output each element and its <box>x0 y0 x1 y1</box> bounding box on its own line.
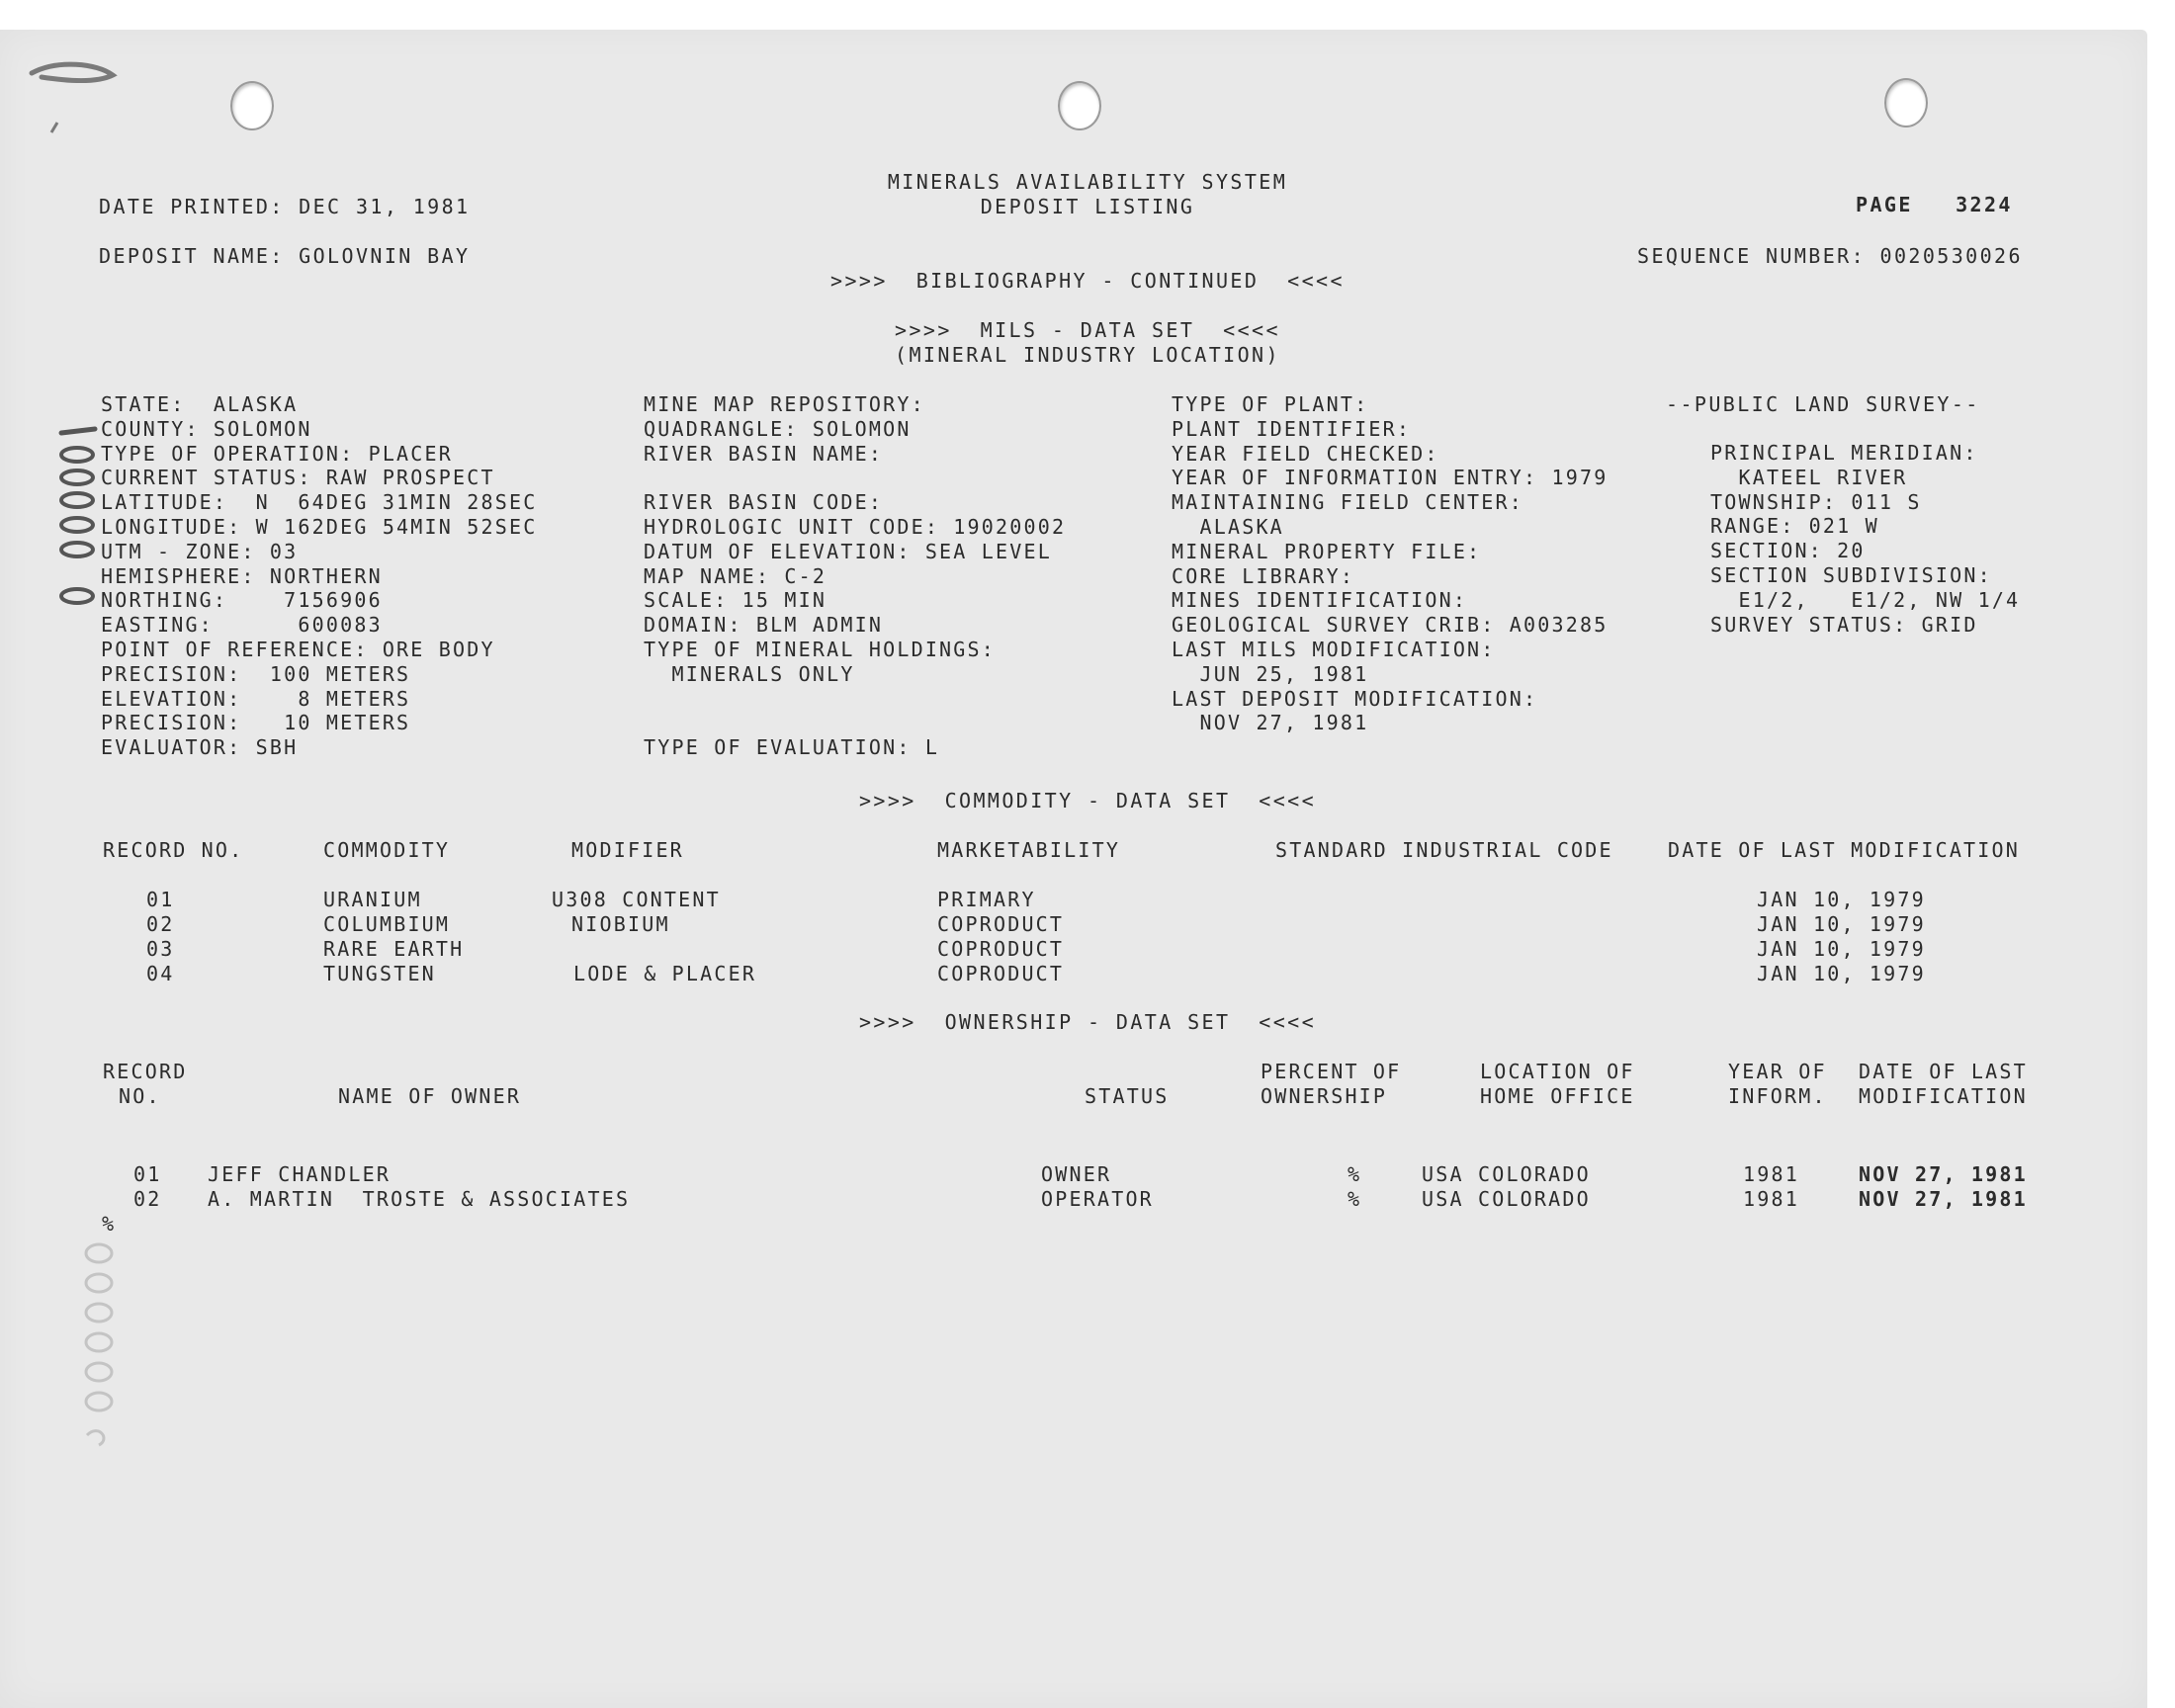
margin-handwritten-marks-icon <box>49 393 99 631</box>
mils-plant-column <box>1172 392 1608 735</box>
ownership-header-modification: MODIFICATION <box>1859 1084 2028 1108</box>
mils-field: HEMISPHERE: NORTHERN <box>101 563 383 588</box>
ownership-header-inform: INFORM. <box>1728 1084 1827 1108</box>
survey-field: SURVEY STATUS: GRID <box>1710 612 1978 637</box>
ownership-header-date: DATE OF LAST <box>1859 1060 2028 1083</box>
mils-field: EVALUATOR: SBH <box>101 735 299 760</box>
date-printed: DATE PRINTED: DEC 31, 1981 <box>99 195 471 218</box>
commodity-header-sic: STANDARD INDUSTRIAL CODE <box>1275 838 1613 862</box>
commodity-record: 02 <box>146 912 175 936</box>
mils-field: CURRENT STATUS: RAW PROSPECT <box>101 466 495 490</box>
mils-field: TYPE OF MINERAL HOLDINGS: <box>644 637 997 661</box>
mils-field: EASTING: 600083 <box>101 613 383 638</box>
survey-field: E1/2, E1/2, NW 1/4 <box>1710 587 2021 612</box>
punch-hole-left <box>230 81 274 130</box>
mils-field: PLANT IDENTIFIER: <box>1172 416 1412 441</box>
ownership-header-year: YEAR OF <box>1728 1060 1827 1083</box>
survey-field: RANGE: 021 W <box>1710 514 1879 539</box>
table-row <box>0 1162 2147 1187</box>
commodity-modifier: U308 CONTENT <box>552 888 721 911</box>
owner-percent: % <box>1348 1187 1362 1211</box>
table-row <box>0 1187 2147 1212</box>
mils-field: YEAR OF INFORMATION ENTRY: 1979 <box>1172 466 1609 490</box>
mils-field: PRECISION: 10 METERS <box>101 711 411 735</box>
commodity-name: RARE EARTH <box>323 937 465 961</box>
deposit-name: DEPOSIT NAME: GOLOVNIN BAY <box>99 244 471 268</box>
mils-field: GEOLOGICAL SURVEY CRIB: A003285 <box>1172 613 1609 638</box>
commodity-header-commodity: COMMODITY <box>323 838 451 862</box>
mils-field: MINERAL PROPERTY FILE: <box>1172 539 1482 563</box>
public-land-survey-column <box>1710 441 2020 637</box>
mils-field: SCALE: 15 MIN <box>644 588 827 613</box>
mils-field: COUNTY: SOLOMON <box>101 416 312 441</box>
owner-year: 1981 <box>1743 1187 1799 1211</box>
commodity-date: JAN 10, 1979 <box>1757 937 1926 961</box>
commodity-marketability: COPRODUCT <box>937 962 1065 985</box>
ownership-header-percent: PERCENT OF <box>1261 1060 1402 1083</box>
mils-field: POINT OF REFERENCE: ORE BODY <box>101 637 495 661</box>
system-title: MINERALS AVAILABILITY SYSTEM <box>887 170 1288 194</box>
commodity-date: JAN 10, 1979 <box>1757 888 1926 911</box>
commodity-date: JAN 10, 1979 <box>1757 962 1926 985</box>
bleed-through-marks-icon <box>59 1216 129 1453</box>
ownership-header-status: STATUS <box>1085 1084 1170 1108</box>
public-land-survey-title: --PUBLIC LAND SURVEY-- <box>1666 392 1980 416</box>
mils-field: PRECISION: 100 METERS <box>101 661 411 686</box>
pencil-scribble-icon <box>28 45 136 144</box>
commodity-header-date: DATE OF LAST MODIFICATION <box>1668 838 2021 862</box>
punch-hole-center <box>1058 81 1101 130</box>
mils-field: MINERALS ONLY <box>644 661 855 686</box>
mils-field: NOV 27, 1981 <box>1172 711 1369 735</box>
ownership-header-row-1 <box>0 1060 2147 1084</box>
owner-year: 1981 <box>1743 1162 1799 1186</box>
owner-location: USA COLORADO <box>1422 1162 1591 1186</box>
commodity-record: 01 <box>146 888 175 911</box>
mils-field: STATE: ALASKA <box>101 392 299 416</box>
commodity-modifier: LODE & PLACER <box>573 962 757 985</box>
ownership-header-location: LOCATION OF <box>1480 1060 1635 1083</box>
mils-field: MAP NAME: C-2 <box>644 563 827 588</box>
owner-name: A. MARTIN TROSTE & ASSOCIATES <box>208 1187 631 1211</box>
owner-record: 02 <box>133 1187 162 1211</box>
owner-name: JEFF CHANDLER <box>208 1162 392 1186</box>
mils-field: QUADRANGLE: SOLOMON <box>644 416 912 441</box>
commodity-name: TUNGSTEN <box>323 962 436 985</box>
mils-field <box>644 687 1066 712</box>
commodity-date: JAN 10, 1979 <box>1757 912 1926 936</box>
mils-field: ALASKA <box>1172 514 1284 539</box>
mils-field: LAST DEPOSIT MODIFICATION: <box>1172 686 1538 711</box>
commodity-header-record: RECORD NO. <box>103 838 244 862</box>
owner-date: NOV 27, 1981 <box>1859 1187 2028 1211</box>
commodity-section-title: >>>> COMMODITY - DATA SET <<<< <box>858 789 1317 812</box>
mils-field <box>644 711 1066 735</box>
sequence-number: SEQUENCE NUMBER: 0020530026 <box>1637 244 2023 268</box>
owner-record: 01 <box>133 1162 162 1186</box>
mils-location-column <box>101 392 537 760</box>
ownership-header-ownership: OWNERSHIP <box>1261 1084 1388 1108</box>
mils-field: MINE MAP REPOSITORY: <box>644 392 925 416</box>
mils-field: YEAR FIELD CHECKED: <box>1172 441 1439 466</box>
owner-date: NOV 27, 1981 <box>1859 1162 2028 1186</box>
end-of-record-marker: % <box>102 1212 117 1236</box>
mils-field: LAST MILS MODIFICATION: <box>1172 637 1496 661</box>
commodity-marketability: COPRODUCT <box>937 937 1065 961</box>
page-number: PAGE 3224 <box>1856 193 2013 216</box>
commodity-record: 04 <box>146 962 175 985</box>
survey-field: PRINCIPAL MERIDIAN: <box>1710 441 1978 465</box>
mils-field: DATUM OF ELEVATION: SEA LEVEL <box>644 539 1052 563</box>
table-row <box>0 888 2147 912</box>
ownership-header-name: NAME OF OWNER <box>338 1084 522 1108</box>
mils-field: DOMAIN: BLM ADMIN <box>644 613 884 638</box>
survey-field: TOWNSHIP: 011 S <box>1710 489 1922 514</box>
mils-section-title: >>>> MILS - DATA SET <<<< <box>895 318 1280 342</box>
punch-hole-right <box>1884 78 1928 128</box>
commodity-record: 03 <box>146 937 175 961</box>
commodity-modifier: NIOBIUM <box>571 912 670 936</box>
mils-field: TYPE OF EVALUATION: L <box>644 735 940 760</box>
mils-field <box>644 466 1066 490</box>
mils-map-column <box>644 392 1066 760</box>
mils-field: RIVER BASIN NAME: <box>644 441 884 466</box>
mils-field: UTM - ZONE: 03 <box>101 539 299 563</box>
commodity-marketability: PRIMARY <box>937 888 1036 911</box>
ownership-header-record-no: NO. <box>119 1084 161 1108</box>
survey-field: KATEEL RIVER <box>1710 465 1908 489</box>
mils-field: NORTHING: 7156906 <box>101 588 383 613</box>
mils-field: MAINTAINING FIELD CENTER: <box>1172 490 1524 515</box>
owner-location: USA COLORADO <box>1422 1187 1591 1211</box>
commodity-header-marketability: MARKETABILITY <box>937 838 1121 862</box>
survey-field: SECTION: 20 <box>1710 539 1866 563</box>
commodity-name: COLUMBIUM <box>323 912 451 936</box>
survey-field: SECTION SUBDIVISION: <box>1710 562 1992 587</box>
printout-sheet <box>0 30 2147 1708</box>
commodity-marketability: COPRODUCT <box>937 912 1065 936</box>
table-row <box>0 937 2147 962</box>
mils-field: LONGITUDE: W 162DEG 54MIN 52SEC <box>101 514 538 539</box>
mils-section-subtitle: (MINERAL INDUSTRY LOCATION) <box>895 343 1280 367</box>
listing-title: DEPOSIT LISTING <box>980 195 1195 218</box>
owner-status: OPERATOR <box>1041 1187 1154 1211</box>
mils-field: ELEVATION: 8 METERS <box>101 686 411 711</box>
ownership-header-record: RECORD <box>103 1060 188 1083</box>
mils-field: LATITUDE: N 64DEG 31MIN 28SEC <box>101 490 538 515</box>
mils-field: TYPE OF OPERATION: PLACER <box>101 441 454 466</box>
mils-field: RIVER BASIN CODE: <box>644 490 884 515</box>
table-row <box>0 962 2147 986</box>
commodity-name: URANIUM <box>323 888 422 911</box>
mils-field: TYPE OF PLANT: <box>1172 392 1369 416</box>
commodity-header-row <box>0 838 2147 863</box>
table-row <box>0 912 2147 937</box>
ownership-section-title: >>>> OWNERSHIP - DATA SET <<<< <box>858 1010 1317 1034</box>
bibliography-section-title: >>>> BIBLIOGRAPHY - CONTINUED <<<< <box>830 269 1345 293</box>
scan-edge-strip <box>2147 0 2175 1708</box>
mils-field: HYDROLOGIC UNIT CODE: 19020002 <box>644 514 1067 539</box>
mils-field: JUN 25, 1981 <box>1172 661 1369 686</box>
ownership-header-home-office: HOME OFFICE <box>1480 1084 1635 1108</box>
mils-field: CORE LIBRARY: <box>1172 563 1355 588</box>
commodity-header-modifier: MODIFIER <box>571 838 684 862</box>
owner-percent: % <box>1348 1162 1362 1186</box>
mils-field: MINES IDENTIFICATION: <box>1172 588 1468 613</box>
owner-status: OWNER <box>1041 1162 1112 1186</box>
ownership-header-row-2 <box>0 1084 2147 1109</box>
